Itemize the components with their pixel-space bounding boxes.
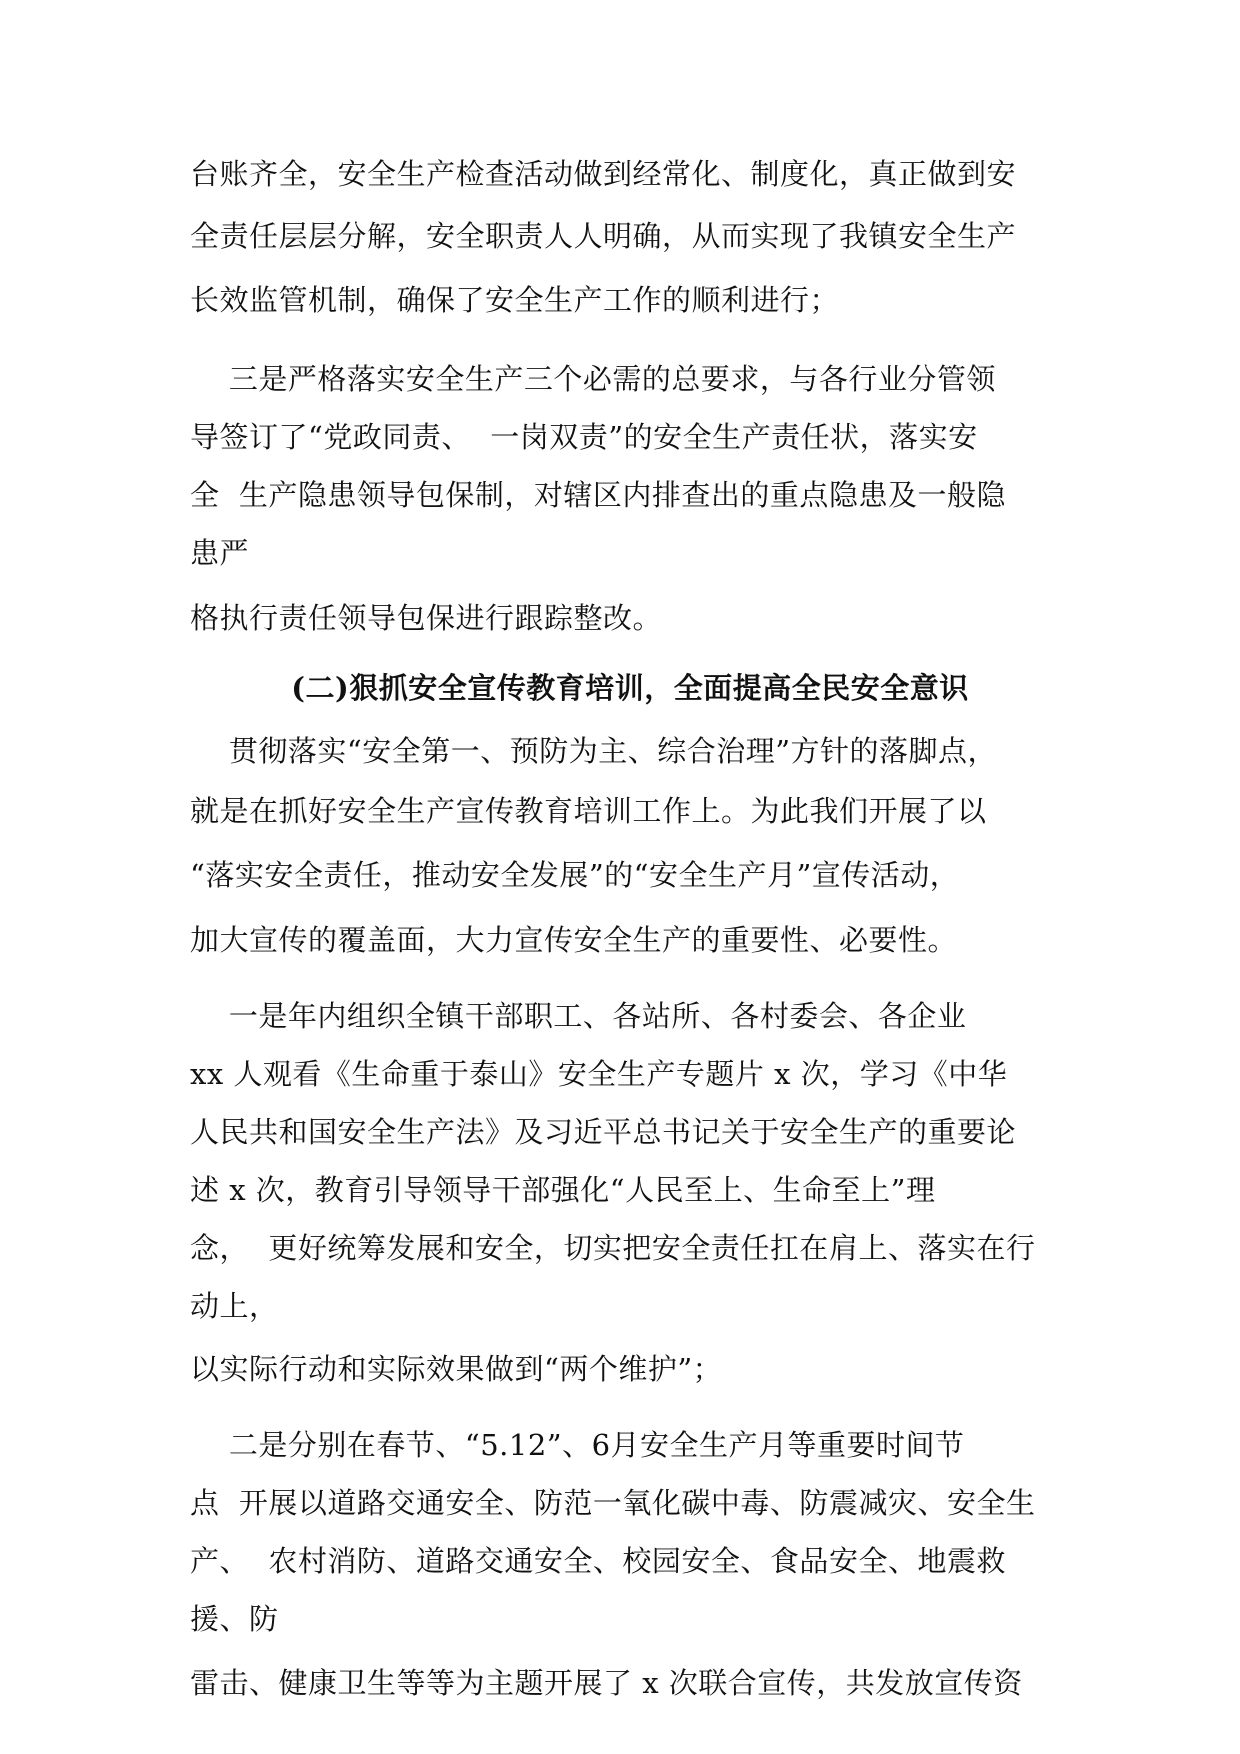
- text-line: 动上，: [190, 1289, 279, 1323]
- text-line: 导签订了“党政同责、 一岗双责”的安全生产责任状，落实安: [190, 420, 978, 454]
- text-line: 述 x 次，教育引导领导干部强化“人民至上、生命至上”理: [190, 1173, 936, 1207]
- text-line: 贯彻落实“安全第一、预防为主、综合治理”方针的落脚点，: [190, 734, 998, 768]
- text-line: 就是在抓好安全生产宣传教育培训工作上。为此我们开展了以: [190, 794, 987, 828]
- section-heading: (二)狠抓安全宣传教育培训，全面提高全民安全意识: [291, 671, 969, 705]
- text-line: 患严: [190, 536, 250, 570]
- text-line: 点 开展以道路交通安全、防范一氧化碳中毒、防震减灾、安全生: [190, 1486, 1036, 1520]
- text-line: 念， 更好统筹发展和安全，切实把安全责任扛在肩上、落实在行: [190, 1231, 1036, 1265]
- text-line: 雷击、健康卫生等等为主题开展了 x 次联合宣传，共发放宣传资: [190, 1666, 1023, 1700]
- text-line: 三是严格落实安全生产三个必需的总要求，与各行业分管领: [190, 362, 996, 396]
- text-line: 人民共和国安全生产法》及习近平总书记关于安全生产的重要论: [190, 1115, 1017, 1149]
- text-line: 长效监管机制，确保了安全生产工作的顺利进行；: [190, 283, 840, 317]
- text-line: 加大宣传的覆盖面，大力宣传安全生产的重要性、必要性。: [190, 923, 958, 957]
- text-line: 全 生产隐患领导包保制，对辖区内排查出的重点隐患及一般隐: [190, 478, 1006, 512]
- text-line: 格执行责任领导包保进行跟踪整改。: [190, 601, 663, 635]
- text-line: 产、 农村消防、道路交通安全、校园安全、食品安全、地震救: [190, 1544, 1006, 1578]
- text-line: 以实际行动和实际效果做到“两个维护”；: [190, 1352, 723, 1386]
- text-line: “落实安全责任，推动安全发展”的“安全生产月”宣传活动，: [190, 858, 960, 892]
- text-line: 全责任层层分解，安全职责人人明确，从而实现了我镇安全生产: [190, 219, 1017, 253]
- text-line: 援、防: [190, 1602, 279, 1636]
- text-line: 二是分别在春节、“5.12”、6月安全生产月等重要时间节: [190, 1428, 965, 1462]
- text-line: 一是年内组织全镇干部职工、各站所、各村委会、各企业: [190, 999, 967, 1033]
- text-line: xx 人观看《生命重于泰山》安全生产专题片 x 次，学习《中华: [190, 1057, 1008, 1091]
- text-line: 台账齐全，安全生产检查活动做到经常化、制度化，真正做到安: [190, 157, 1017, 191]
